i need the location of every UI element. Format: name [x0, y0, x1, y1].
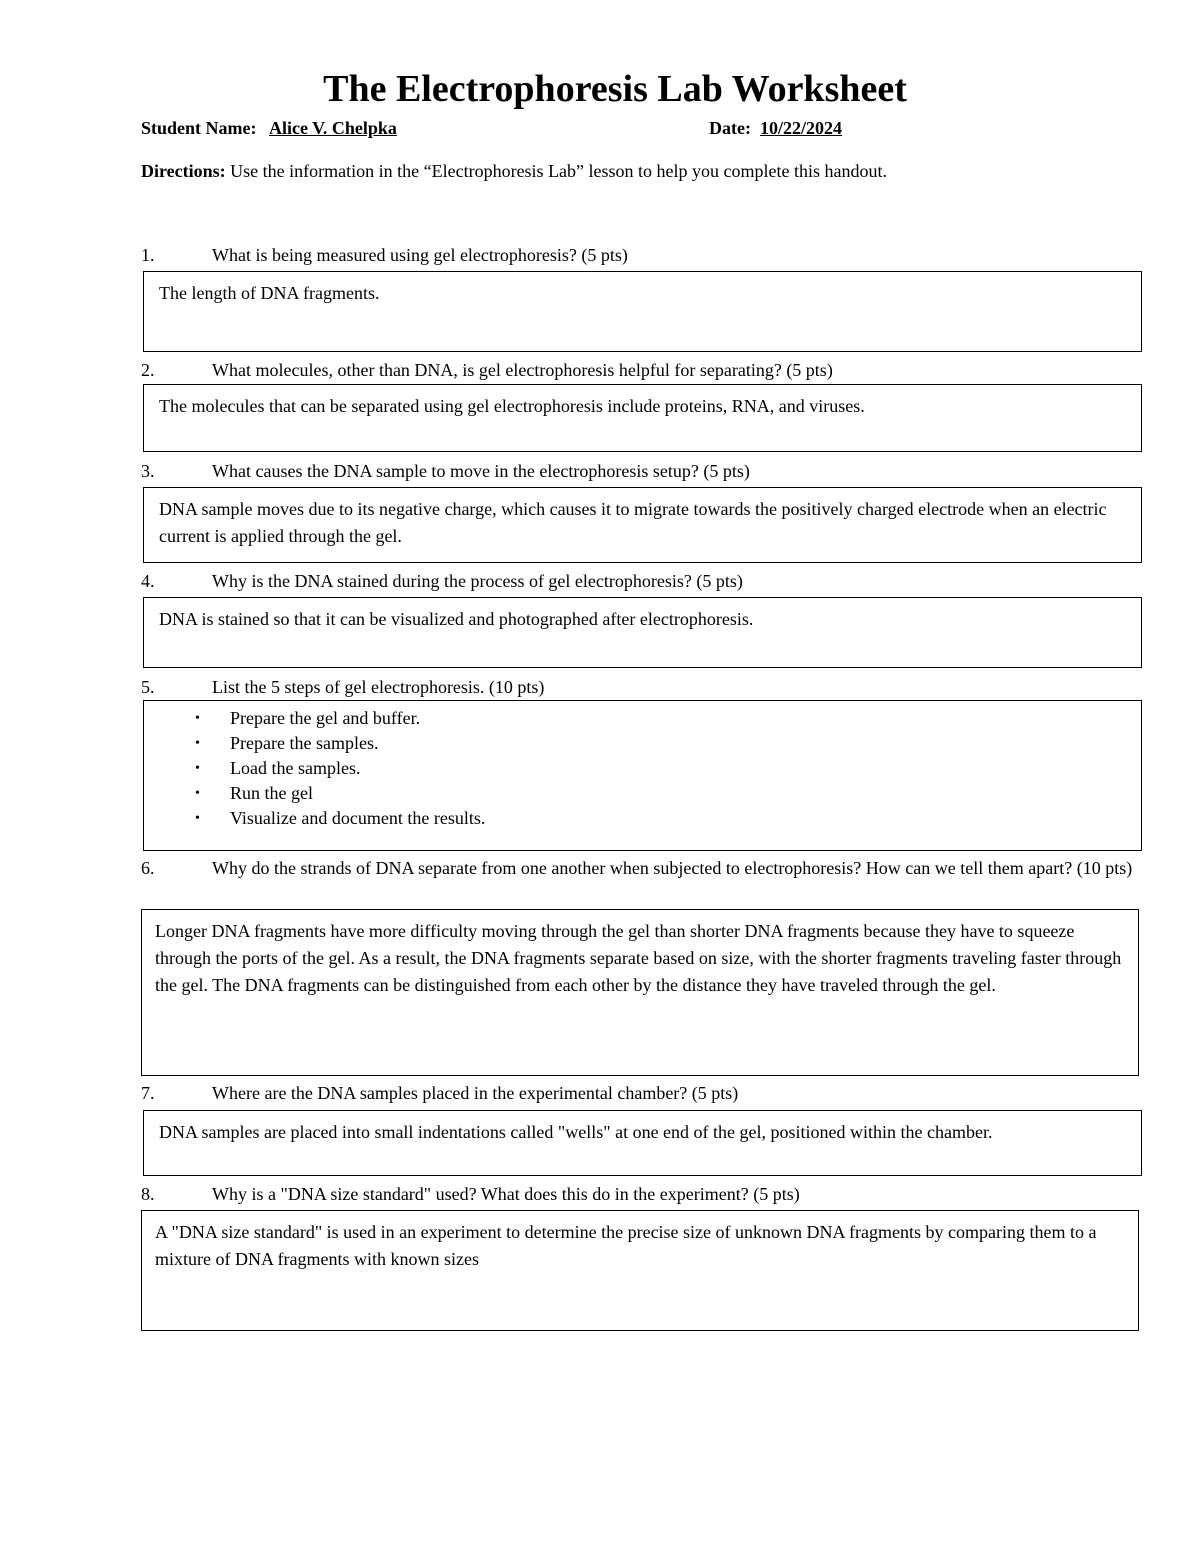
student-name-row [141, 117, 397, 139]
question-4 [141, 569, 1141, 594]
student-name-value: Alice V. Chelpka [269, 118, 397, 138]
answer-box-2[interactable] [143, 384, 1142, 452]
question-number: 2. [141, 360, 155, 380]
list-item [195, 781, 1127, 806]
question-5 [141, 675, 1141, 700]
question-text: Why is the DNA stained during the process of gel electrophoresis? (5 pts) [212, 571, 743, 591]
student-name-label: Student Name: [141, 118, 257, 138]
answer-box-7[interactable] [143, 1110, 1142, 1176]
bullet-icon: • [195, 811, 200, 826]
question-number: 3. [141, 461, 155, 481]
question-text: What causes the DNA sample to move in the electrophoresis setup? (5 pts) [212, 461, 750, 481]
list-item [195, 756, 1127, 781]
answer-text: DNA is stained so that it can be visualized and photographed after electrophoresis. [159, 609, 754, 629]
question-text: What molecules, other than DNA, is gel electrophoresis helpful for separating? (5 pts) [212, 360, 833, 380]
answer-box-8[interactable] [141, 1210, 1139, 1331]
step-text: Prepare the samples. [230, 733, 379, 753]
list-item [195, 806, 1127, 831]
question-text: Where are the DNA samples placed in the experimental chamber? (5 pts) [212, 1083, 739, 1103]
answer-box-3[interactable] [143, 487, 1142, 563]
answer-box-4[interactable] [143, 597, 1142, 668]
answer-text: The length of DNA fragments. [159, 283, 380, 303]
question-number: 4. [141, 571, 155, 591]
question-3 [141, 459, 1141, 484]
bullet-icon: • [195, 761, 200, 776]
date-label: Date: [709, 118, 751, 138]
question-number: 1. [141, 245, 155, 265]
answer-text: The molecules that can be separated using gel electrophoresis include proteins, RNA, and viruses. [159, 396, 865, 416]
answer-box-1[interactable] [143, 271, 1142, 352]
date-value: 10/22/2024 [759, 118, 842, 138]
question-number: 5. [141, 677, 155, 697]
answer-text: A "DNA size standard" is used in an experiment to determine the precise size of unknown DNA fragments by comparing them to a mixture of DNA fragments with known sizes [155, 1222, 1097, 1269]
answer-text: DNA sample moves due to its negative charge, which causes it to migrate towards the positively charged electrode when an electric current is applied through the gel. [159, 499, 1107, 546]
date-row [709, 117, 842, 139]
question-number: 8. [141, 1184, 155, 1204]
steps-list [159, 706, 1127, 831]
question-8 [141, 1182, 1141, 1207]
question-text: Why is a "DNA size standard" used? What does this do in the experiment? (5 pts) [212, 1184, 800, 1204]
bullet-icon: • [195, 711, 200, 726]
answer-text: Longer DNA fragments have more difficulty moving through the gel than shorter DNA fragments because they have to squeeze through the ports of the gel. As a result, the DNA fragments separate based on size, with the shorter fragments traveling faster through the gel. The DNA fragments can be distinguished from each other by the distance they have traveled through the gel. [155, 921, 1122, 995]
question-text: What is being measured using gel electrophoresis? (5 pts) [212, 245, 628, 265]
step-text: Load the samples. [230, 758, 361, 778]
directions-label: Directions: [141, 161, 226, 181]
question-2 [141, 358, 1141, 383]
step-text: Run the gel [230, 783, 313, 803]
answer-box-5[interactable] [143, 700, 1142, 851]
question-number: 7. [141, 1083, 155, 1103]
list-item [195, 731, 1127, 756]
directions-text: Use the information in the “Electrophoresis Lab” lesson to help you complete this handout. [230, 161, 887, 181]
bullet-icon: • [195, 786, 200, 801]
directions [141, 160, 887, 182]
question-7 [141, 1081, 1141, 1106]
question-text: Why do the strands of DNA separate from one another when subjected to electrophoresis? How can we tell them apart? (10 pts) [212, 858, 1133, 878]
step-text: Visualize and document the results. [230, 808, 486, 828]
bullet-icon: • [195, 736, 200, 751]
question-text: List the 5 steps of gel electrophoresis. (10 pts) [212, 677, 545, 697]
question-1 [141, 243, 1141, 268]
answer-text: DNA samples are placed into small indentations called "wells" at one end of the gel, positioned within the chamber. [159, 1122, 993, 1142]
step-text: Prepare the gel and buffer. [230, 708, 421, 728]
question-number: 6. [141, 858, 155, 878]
page-title: The Electrophoresis Lab Worksheet [323, 68, 907, 110]
list-item [195, 706, 1127, 731]
question-6 [141, 856, 1141, 881]
answer-box-6[interactable] [141, 909, 1139, 1076]
